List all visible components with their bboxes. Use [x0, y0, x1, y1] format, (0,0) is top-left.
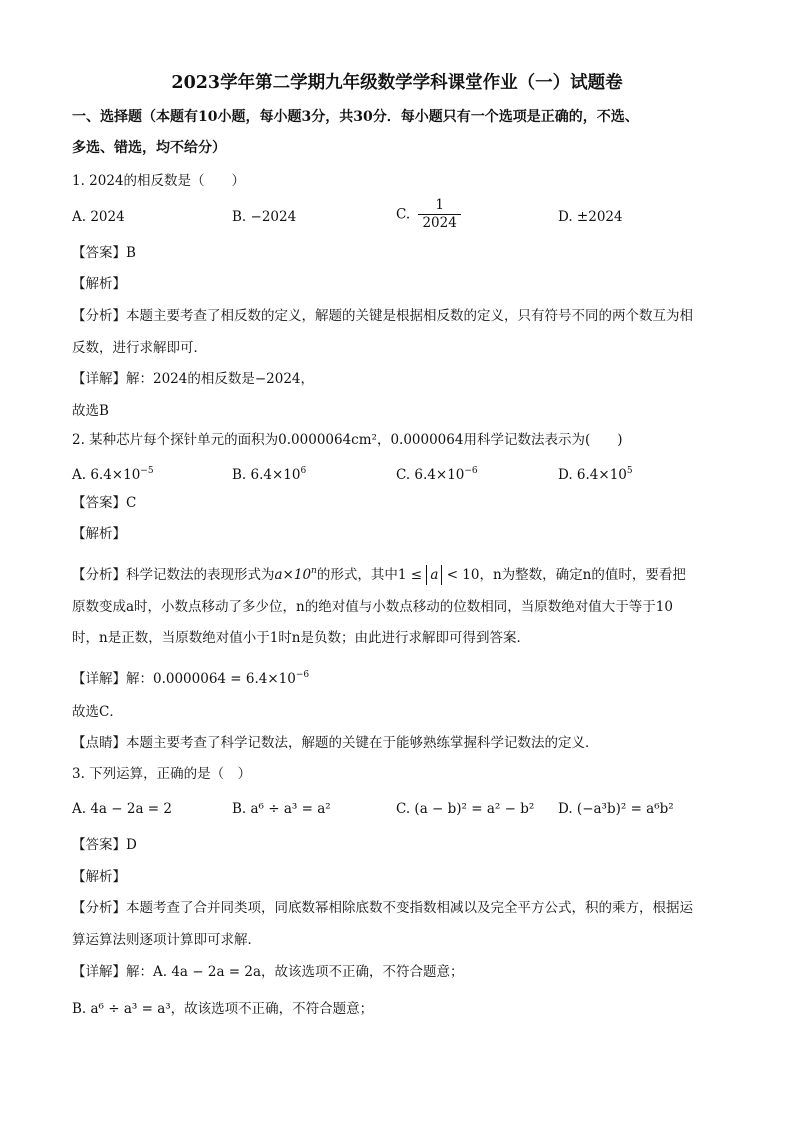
q1-option-c-label: C. — [396, 206, 411, 223]
q2-detail-text: 【详解】解：0.0000064 = 6.4×10 — [72, 671, 296, 687]
q1-analysis-line1: 【分析】本题主要考查了相反数的定义，解题的关键是根据相反数的定义，只有符号不同的两个数互为相 — [72, 308, 693, 324]
q3-jiexi: 【解析】 — [72, 869, 126, 885]
q3-options — [72, 799, 752, 819]
q1-option-b: B. −2024 — [232, 209, 297, 225]
q2-stem: 2. 某种芯片每个探针单元的面积为0.0000064cm²，0.0000064用科学记数法表示为( ) — [72, 432, 623, 448]
q1-conclusion: 故选B — [72, 403, 109, 419]
q2-option-a — [72, 461, 154, 485]
q2-analysis-prefix: 【分析】科学记数法的表现形式为 — [72, 567, 275, 583]
q2-option-c — [396, 461, 478, 485]
q2-conclusion: 故选C． — [72, 704, 123, 720]
fraction-denominator: 2024 — [422, 215, 457, 231]
q2-analysis-bound: < 10， — [446, 567, 493, 583]
q2-analysis-line2: 原数变成a时，小数点移动了多少位，n的绝对值与小数点移动的位数相同，当原数绝对值大于等于10 — [72, 599, 673, 615]
q2-option-a-base: A. 6.4×10 — [72, 467, 141, 483]
q2-analysis-rest: n为整数，确定n的值时，要看把 — [492, 567, 686, 583]
q1-option-a: A. 2024 — [72, 209, 125, 225]
q2-option-b-base: B. 6.4×10 — [232, 467, 301, 483]
q2-option-b — [232, 461, 306, 485]
sci-notation-formula: a×10 — [274, 567, 312, 583]
q2-option-c-exponent: −6 — [464, 466, 478, 476]
q2-analysis-line1 — [72, 561, 686, 585]
q3-option-a: A. 4a − 2a = 2 — [72, 801, 172, 817]
q2-option-c-base: C. 6.4×10 — [396, 467, 465, 483]
q2-answer: 【答案】C — [72, 495, 137, 511]
q3-analysis-line2: 算运算法则逐项计算即可求解． — [72, 932, 261, 948]
q1-detail: 【详解】解：2024的相反数是−2024， — [72, 371, 315, 387]
q3-answer: 【答案】D — [72, 837, 137, 853]
q1-jiexi: 【解析】 — [72, 276, 126, 292]
q2-option-d-exponent: 5 — [626, 466, 633, 476]
q1-option-c-fraction — [418, 197, 460, 232]
q2-detail-exponent: −6 — [295, 670, 310, 680]
q1-stem: 1. 2024的相反数是（ ） — [72, 173, 246, 189]
q2-options — [72, 461, 752, 481]
q1-option-c — [396, 197, 461, 232]
q2-option-a-exponent: −5 — [140, 466, 154, 476]
q2-option-d — [558, 461, 633, 485]
q3-detail-b: B. a⁶ ÷ a³ = a³，故该选项不正确，不符合题意； — [72, 1001, 374, 1017]
abs-value — [426, 565, 442, 585]
q2-option-b-exponent: 6 — [300, 466, 307, 476]
q3-stem: 3. 下列运算，正确的是（ ） — [72, 766, 252, 782]
q3-option-b: B. a⁶ ÷ a³ = a² — [232, 801, 331, 817]
abs-value-variable: a — [430, 567, 439, 583]
q2-analysis-line3: 时，n是正数，当原数绝对值小于1时n是负数；由此进行求解即可得到答案． — [72, 630, 530, 646]
section-heading-line2: 多选、错选，均不给分） — [72, 140, 226, 156]
section-heading-line1: 一、选择题（本题有10小题，每小题3分，共30分．每小题只有一个选项是正确的，不选、 — [72, 109, 639, 125]
q2-jiexi: 【解析】 — [72, 526, 126, 542]
sci-notation-exponent: n — [311, 566, 317, 576]
q3-analysis-line1: 【分析】本题考查了合并同类项，同底数幂相除底数不变指数相减以及完全平方公式，积的乘方，根据运 — [72, 900, 693, 916]
q3-option-c: C. (a − b)² = a² − b² — [396, 801, 535, 817]
q1-answer: 【答案】B — [72, 245, 136, 261]
q2-detail — [72, 665, 309, 689]
page-title: 2023学年第二学期九年级数学学科课堂作业（一）试题卷 — [171, 73, 623, 93]
q1-option-d: D. ±2024 — [558, 209, 623, 225]
q1-analysis-line2: 反数，进行求解即可． — [72, 340, 207, 356]
q2-option-d-base: D. 6.4×10 — [558, 467, 627, 483]
q1-options — [72, 197, 752, 231]
q2-key-point: 【点睛】本题主要考查了科学记数法，解题的关键在于能够熟练掌握科学记数法的定义． — [72, 735, 599, 751]
q3-option-d: D. (−a³b)² = a⁶b² — [558, 801, 674, 817]
q2-analysis-condition: 的形式，其中1 ≤ — [316, 567, 423, 583]
q3-detail-a: 【详解】解：A. 4a − 2a = 2a，故该选项不正确，不符合题意； — [72, 964, 464, 980]
fraction-numerator: 1 — [418, 197, 460, 215]
